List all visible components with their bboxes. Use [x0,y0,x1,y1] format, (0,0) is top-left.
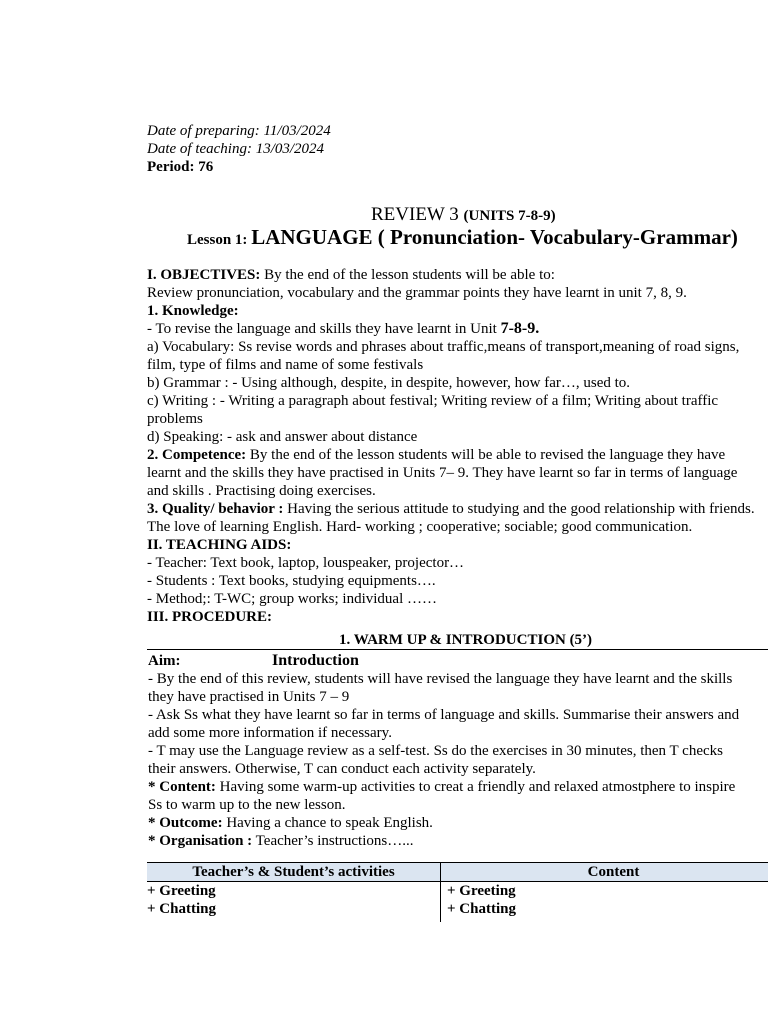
document-header [147,122,331,176]
aim-label: Aim: [148,653,181,669]
table-header-row [147,863,768,882]
warmup-heading: 1. WARM UP & INTRODUCTION (5’) [339,632,593,648]
table-header-content: Content [441,863,768,882]
aim-paragraph-2b: add some more information if necessary. [148,725,392,741]
lesson-name: LANGUAGE ( Pronunciation- Vocabulary-Grammar) [251,225,738,249]
objectives-intro: By the end of the lesson students will be able to: [260,267,555,283]
competence-line-2: learnt and the skills they have practised in Units 7– 9. They have learnt so far in terms of language [147,465,738,481]
writing-line-1: c) Writing : - Writing a paragraph about festival; Writing review of a film; Writing about traffic [147,393,719,409]
knowledge-heading: 1. Knowledge: [147,303,239,319]
table-row [147,882,768,901]
quality-line-2: The love of learning English. Hard- working ; cooperative; sociable; good communication. [147,519,693,535]
vocabulary-line-1: a) Vocabulary: Ss revise words and phrases about traffic,means of transport,meaning of road signs, [147,339,740,355]
document-page [147,0,768,1024]
procedure-heading: III. PROCEDURE: [147,609,273,625]
knowledge-line: - To revise the language and skills they have learnt in Unit [147,321,501,337]
table-cell: + Chatting [441,900,768,918]
aim-paragraph-3b: their answers. Otherwise, T can conduct each activity separately. [148,761,536,777]
writing-line-2: problems [147,411,203,427]
vocabulary-line-2: film, type of films and name of some festivals [147,357,424,373]
objectives-section [147,266,768,626]
aim-paragraph-3a: - T may use the Language review as a self-test. Ss do the exercises in 30 minutes, then T checks [148,743,723,759]
competence-line-3: and skills . Practising doing exercises. [147,483,376,499]
content-text: Having some warm-up activities to creat a friendly and relaxed atmostphere to inspire [215,779,736,795]
objectives-review: Review pronunciation, vocabulary and the grammar points they have learnt in unit 7, 8, 9. [147,285,687,301]
grammar-line: b) Grammar : - Using although, despite, in despite, however, how far…, used to. [147,375,631,391]
quality-line-1: Having the serious attitude to studying and the good relationship with friends. [283,501,755,517]
aim-paragraph-2a: - Ask Ss what they have learnt so far in terms of language and skills. Summarise their answers and [148,707,740,723]
date-of-preparing: Date of preparing: 11/03/2024 [147,123,331,139]
outcome-text: Having a chance to speak English. [222,815,433,831]
aim-title: Introduction [272,652,359,669]
knowledge-units: 7-8-9. [500,320,540,337]
content-text-2: Ss to warm up to the new lesson. [148,797,346,813]
lesson-label: Lesson 1: [187,232,252,248]
organisation-text: Teacher’s instructions…... [252,833,414,849]
aids-teacher: - Teacher: Text book, laptop, louspeaker, projector… [147,555,465,571]
quality-heading: 3. Quality/ behavior : [147,501,284,517]
period-label: Period: 76 [147,159,214,175]
title-units: (UNITS 7-8-9) [463,208,556,224]
aids-method: - Method;: T-WC; group works; individual …… [147,591,437,607]
aim-box [147,649,768,863]
outcome-label: * Outcome: [148,815,223,831]
page-bottom-blank [0,922,768,1024]
date-of-teaching: Date of teaching: 13/03/2024 [147,141,325,157]
teaching-aids-heading: II. TEACHING AIDS: [147,537,292,553]
organisation-label: * Organisation : [148,833,253,849]
lesson-title [187,225,738,250]
content-label: * Content: [148,779,216,795]
competence-line-1: By the end of the lesson students will be able to revised the language they have [246,447,726,463]
title-main: REVIEW 3 [371,204,464,225]
speaking-line: d) Speaking: - ask and answer about distance [147,429,418,445]
objectives-heading: I. OBJECTIVES: [147,267,261,283]
aim-paragraph-1b: they have practised in Units 7 – 9 [148,689,350,705]
table-header-activities: Teacher’s & Student’s activities [147,863,441,882]
page-title [371,204,556,226]
table-row [147,900,768,918]
aids-students: - Students : Text books, studying equipments…. [147,573,436,589]
table-cell: + Chatting [147,900,441,918]
table-cell: + Greeting [147,882,441,901]
aim-paragraph-1a: - By the end of this review, students will have revised the language they have learnt and the skills [148,671,733,687]
table-cell: + Greeting [441,882,768,901]
competence-heading: 2. Competence: [147,447,247,463]
